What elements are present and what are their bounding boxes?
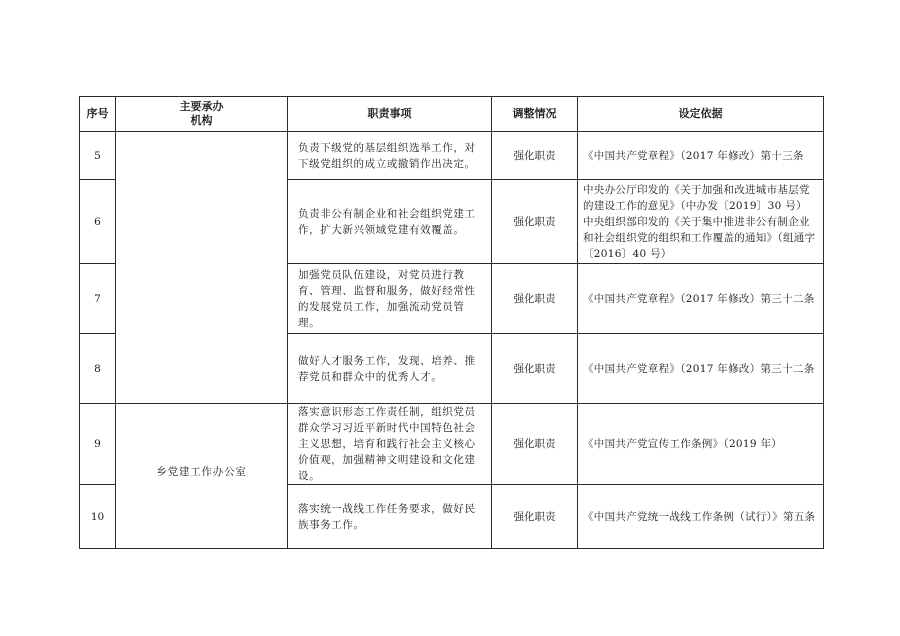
- org-cell-top: [116, 132, 288, 404]
- row-duty: 落实统一战线工作任务要求，做好民族事务工作。: [288, 485, 492, 549]
- duty-table: [79, 96, 824, 549]
- row-seq: 8: [80, 334, 116, 404]
- header-seq: 序号: [80, 97, 116, 132]
- row-basis: [578, 334, 824, 404]
- row-basis: [578, 264, 824, 334]
- row-basis: [578, 132, 824, 180]
- basis-line: 《中国共产党统一战线工作条例（试行）》第五条: [583, 510, 816, 523]
- row-seq: 10: [80, 485, 116, 549]
- row-duty: 负责下级党的基层组织选举工作，对下级党组织的成立或撤销作出决定。: [288, 132, 492, 180]
- row-adjust: 强化职责: [492, 180, 578, 264]
- table-row: [80, 404, 824, 485]
- table-row: [80, 132, 824, 180]
- row-seq: 6: [80, 180, 116, 264]
- org-cell: [116, 404, 288, 549]
- row-adjust: 强化职责: [492, 132, 578, 180]
- basis-line: 《中国共产党章程》（2017 年修改）第十三条: [583, 149, 804, 162]
- row-seq: 5: [80, 132, 116, 180]
- table-header-row: [80, 97, 824, 132]
- basis-line: 《中国共产党宣传工作条例》（2019 年）: [583, 438, 783, 450]
- basis-line: 《中国共产党章程》（2017 年修改）第三十二条: [583, 292, 815, 305]
- row-adjust: 强化职责: [492, 404, 578, 485]
- header-org-line1: 主要承办: [179, 100, 224, 113]
- header-duty: 职责事项: [288, 97, 492, 132]
- row-duty: 加强党员队伍建设，对党员进行教育、管理、监督和服务，做好经常性的发展党员工作，加强流动党员管理。: [288, 264, 492, 334]
- row-basis: [578, 404, 824, 485]
- row-seq: 9: [80, 404, 116, 485]
- header-org: [116, 97, 288, 132]
- basis-line: 《中国共产党章程》（2017 年修改）第三十二条: [583, 362, 815, 375]
- header-basis: 设定依据: [578, 97, 824, 132]
- row-basis: [578, 485, 824, 549]
- row-basis: [578, 180, 824, 264]
- row-seq: 7: [80, 264, 116, 334]
- row-duty: 负责非公有制企业和社会组织党建工作，扩大新兴领域党建有效覆盖。: [288, 180, 492, 264]
- header-adjust: 调整情况: [492, 97, 578, 132]
- row-duty: 落实意识形态工作责任制，组织党员群众学习习近平新时代中国特色社会主义思想，培育和践行社会主义核心价值观，加强精神文明建设和文化建设。: [288, 404, 492, 485]
- basis-line: 中央办公厅印发的《关于加强和改进城市基层党的建设工作的意见》（中办发〔2019〕30 号）: [583, 183, 810, 212]
- row-adjust: 强化职责: [492, 485, 578, 549]
- org-name: 乡党建工作办公室: [156, 466, 247, 478]
- basis-line: 中央组织部印发的《关于集中推进非公有制企业和社会组织党的组织和工作覆盖的通知》（组通字〔2016〕40 号）: [583, 215, 816, 260]
- row-adjust: 强化职责: [492, 264, 578, 334]
- row-adjust: 强化职责: [492, 334, 578, 404]
- header-org-line2: 机构: [190, 114, 213, 127]
- row-duty: 做好人才服务工作，发现、培养、推荐党员和群众中的优秀人才。: [288, 334, 492, 404]
